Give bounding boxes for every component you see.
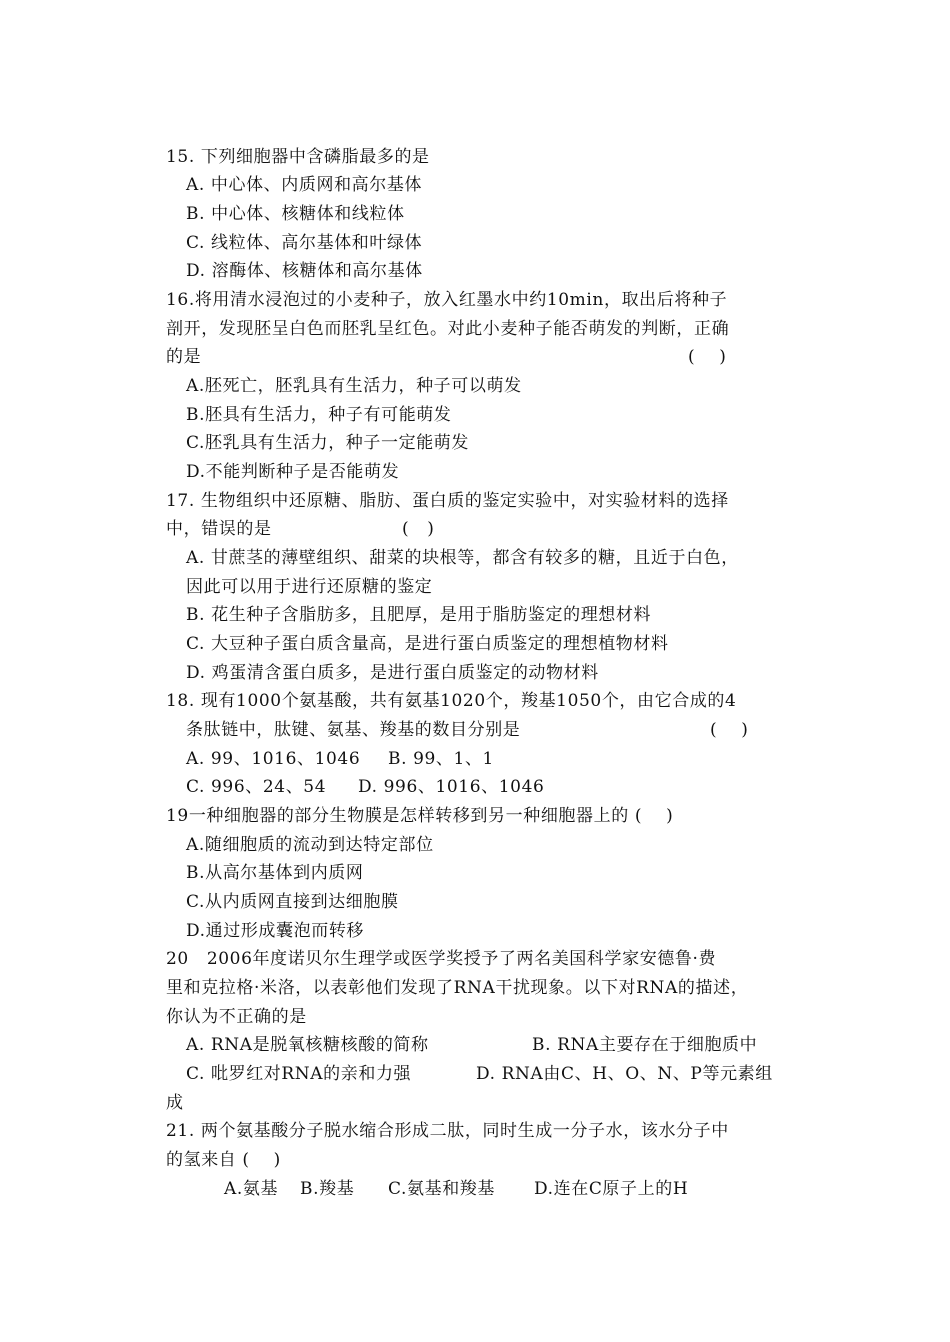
- question-19-option-a: A.随细胞质的流动到达特定部位: [186, 835, 434, 855]
- question-21-stem-line-2: 的氢来自 ( ): [166, 1150, 281, 1170]
- question-15-option-b: B. 中心体、核糖体和线粒体: [186, 204, 405, 224]
- question-17-stem-line-1: 17. 生物组织中还原糖、脂肪、蛋白质的鉴定实验中，对实验材料的选择: [166, 491, 729, 511]
- question-20-stem-line-1: 20 2006年度诺贝尔生理学或医学奖授予了两名美国科学家安德鲁·费: [166, 949, 717, 969]
- question-20-option-d: D. RNA由C、H、O、N、P等元素组: [476, 1064, 773, 1084]
- question-19-option-b: B.从高尔基体到内质网: [186, 863, 364, 883]
- question-16-stem-line-3: 的是: [166, 347, 202, 367]
- question-17-stem-line-2: 中，错误的是: [166, 519, 272, 539]
- question-18-option-b: B. 99、1、1: [388, 749, 494, 769]
- question-20-option-a: A. RNA是脱氧核糖核酸的简称: [186, 1035, 429, 1055]
- question-19-option-d: D.通过形成囊泡而转移: [186, 921, 365, 941]
- question-15-option-d: D. 溶酶体、核糖体和高尔基体: [186, 261, 423, 281]
- question-21-option-c: C.氨基和羧基: [388, 1179, 496, 1199]
- question-18-stem-line-1: 18. 现有1000个氨基酸，共有氨基1020个，羧基1050个，由它合成的4: [166, 691, 737, 711]
- question-16-answer-blank: ( ): [688, 347, 727, 367]
- question-15-option-a: A. 中心体、内质网和高尔基体: [186, 175, 423, 195]
- question-19-option-c: C.从内质网直接到达细胞膜: [186, 892, 399, 912]
- question-17-option-b: B. 花生种子含脂肪多，且肥厚，是用于脂肪鉴定的理想材料: [186, 605, 652, 625]
- question-20-stem-line-2: 里和克拉格·米洛，以表彰他们发现了RNA干扰现象。以下对RNA的描述，: [166, 978, 749, 998]
- question-18-option-a: A. 99、1016、1046: [186, 749, 361, 769]
- question-17-option-a-line-1: A. 甘蔗茎的薄壁组织、甜菜的块根等，都含有较多的糖，且近于白色，: [186, 548, 739, 568]
- question-18-stem-line-2: 条肽链中，肽键、氨基、羧基的数目分别是: [186, 720, 521, 740]
- question-20-option-d-wrap: 成: [166, 1093, 184, 1113]
- question-17-option-a-line-2: 因此可以用于进行还原糖的鉴定: [186, 577, 433, 597]
- question-16-option-d: D.不能判断种子是否能萌发: [186, 462, 400, 482]
- question-21-stem-line-1: 21. 两个氨基酸分子脱水缩合形成二肽，同时生成一分子水，该水分子中: [166, 1121, 729, 1141]
- question-20-option-b: B. RNA主要存在于细胞质中: [532, 1035, 758, 1055]
- question-16-option-a: A.胚死亡，胚乳具有生活力，种子可以萌发: [186, 376, 522, 396]
- question-21-option-d: D.连在C原子上的H: [534, 1179, 689, 1199]
- question-16-stem-line-1: 16.将用清水浸泡过的小麦种子，放入红墨水中约10min，取出后将种子: [166, 290, 728, 310]
- question-16-option-b: B.胚具有生活力，种子有可能萌发: [186, 405, 452, 425]
- question-15-stem: 15. 下列细胞器中含磷脂最多的是: [166, 147, 430, 167]
- question-18-answer-blank: ( ): [710, 720, 749, 740]
- question-17-answer-blank: ( ): [402, 519, 435, 539]
- question-21-option-b: B.羧基: [300, 1179, 355, 1199]
- question-18-option-c: C. 996、24、54: [186, 777, 327, 797]
- question-16-stem-line-2: 剖开，发现胚呈白色而胚乳呈红色。对此小麦种子能否萌发的判断，正确: [166, 319, 730, 339]
- question-17-option-d: D. 鸡蛋清含蛋白质多，是进行蛋白质鉴定的动物材料: [186, 663, 599, 683]
- question-18-option-d: D. 996、1016、1046: [358, 777, 545, 797]
- question-16-option-c: C.胚乳具有生活力，种子一定能萌发: [186, 433, 470, 453]
- question-17-option-c: C. 大豆种子蛋白质含量高，是进行蛋白质鉴定的理想植物材料: [186, 634, 669, 654]
- question-19-stem: 19一种细胞器的部分生物膜是怎样转移到另一种细胞器上的 ( ): [166, 806, 674, 826]
- question-20-option-c: C. 吡罗红对RNA的亲和力强: [186, 1064, 412, 1084]
- question-21-option-a: A.氨基: [224, 1179, 279, 1199]
- question-20-stem-line-3: 你认为不正确的是: [166, 1007, 307, 1027]
- question-15-option-c: C. 线粒体、高尔基体和叶绿体: [186, 233, 423, 253]
